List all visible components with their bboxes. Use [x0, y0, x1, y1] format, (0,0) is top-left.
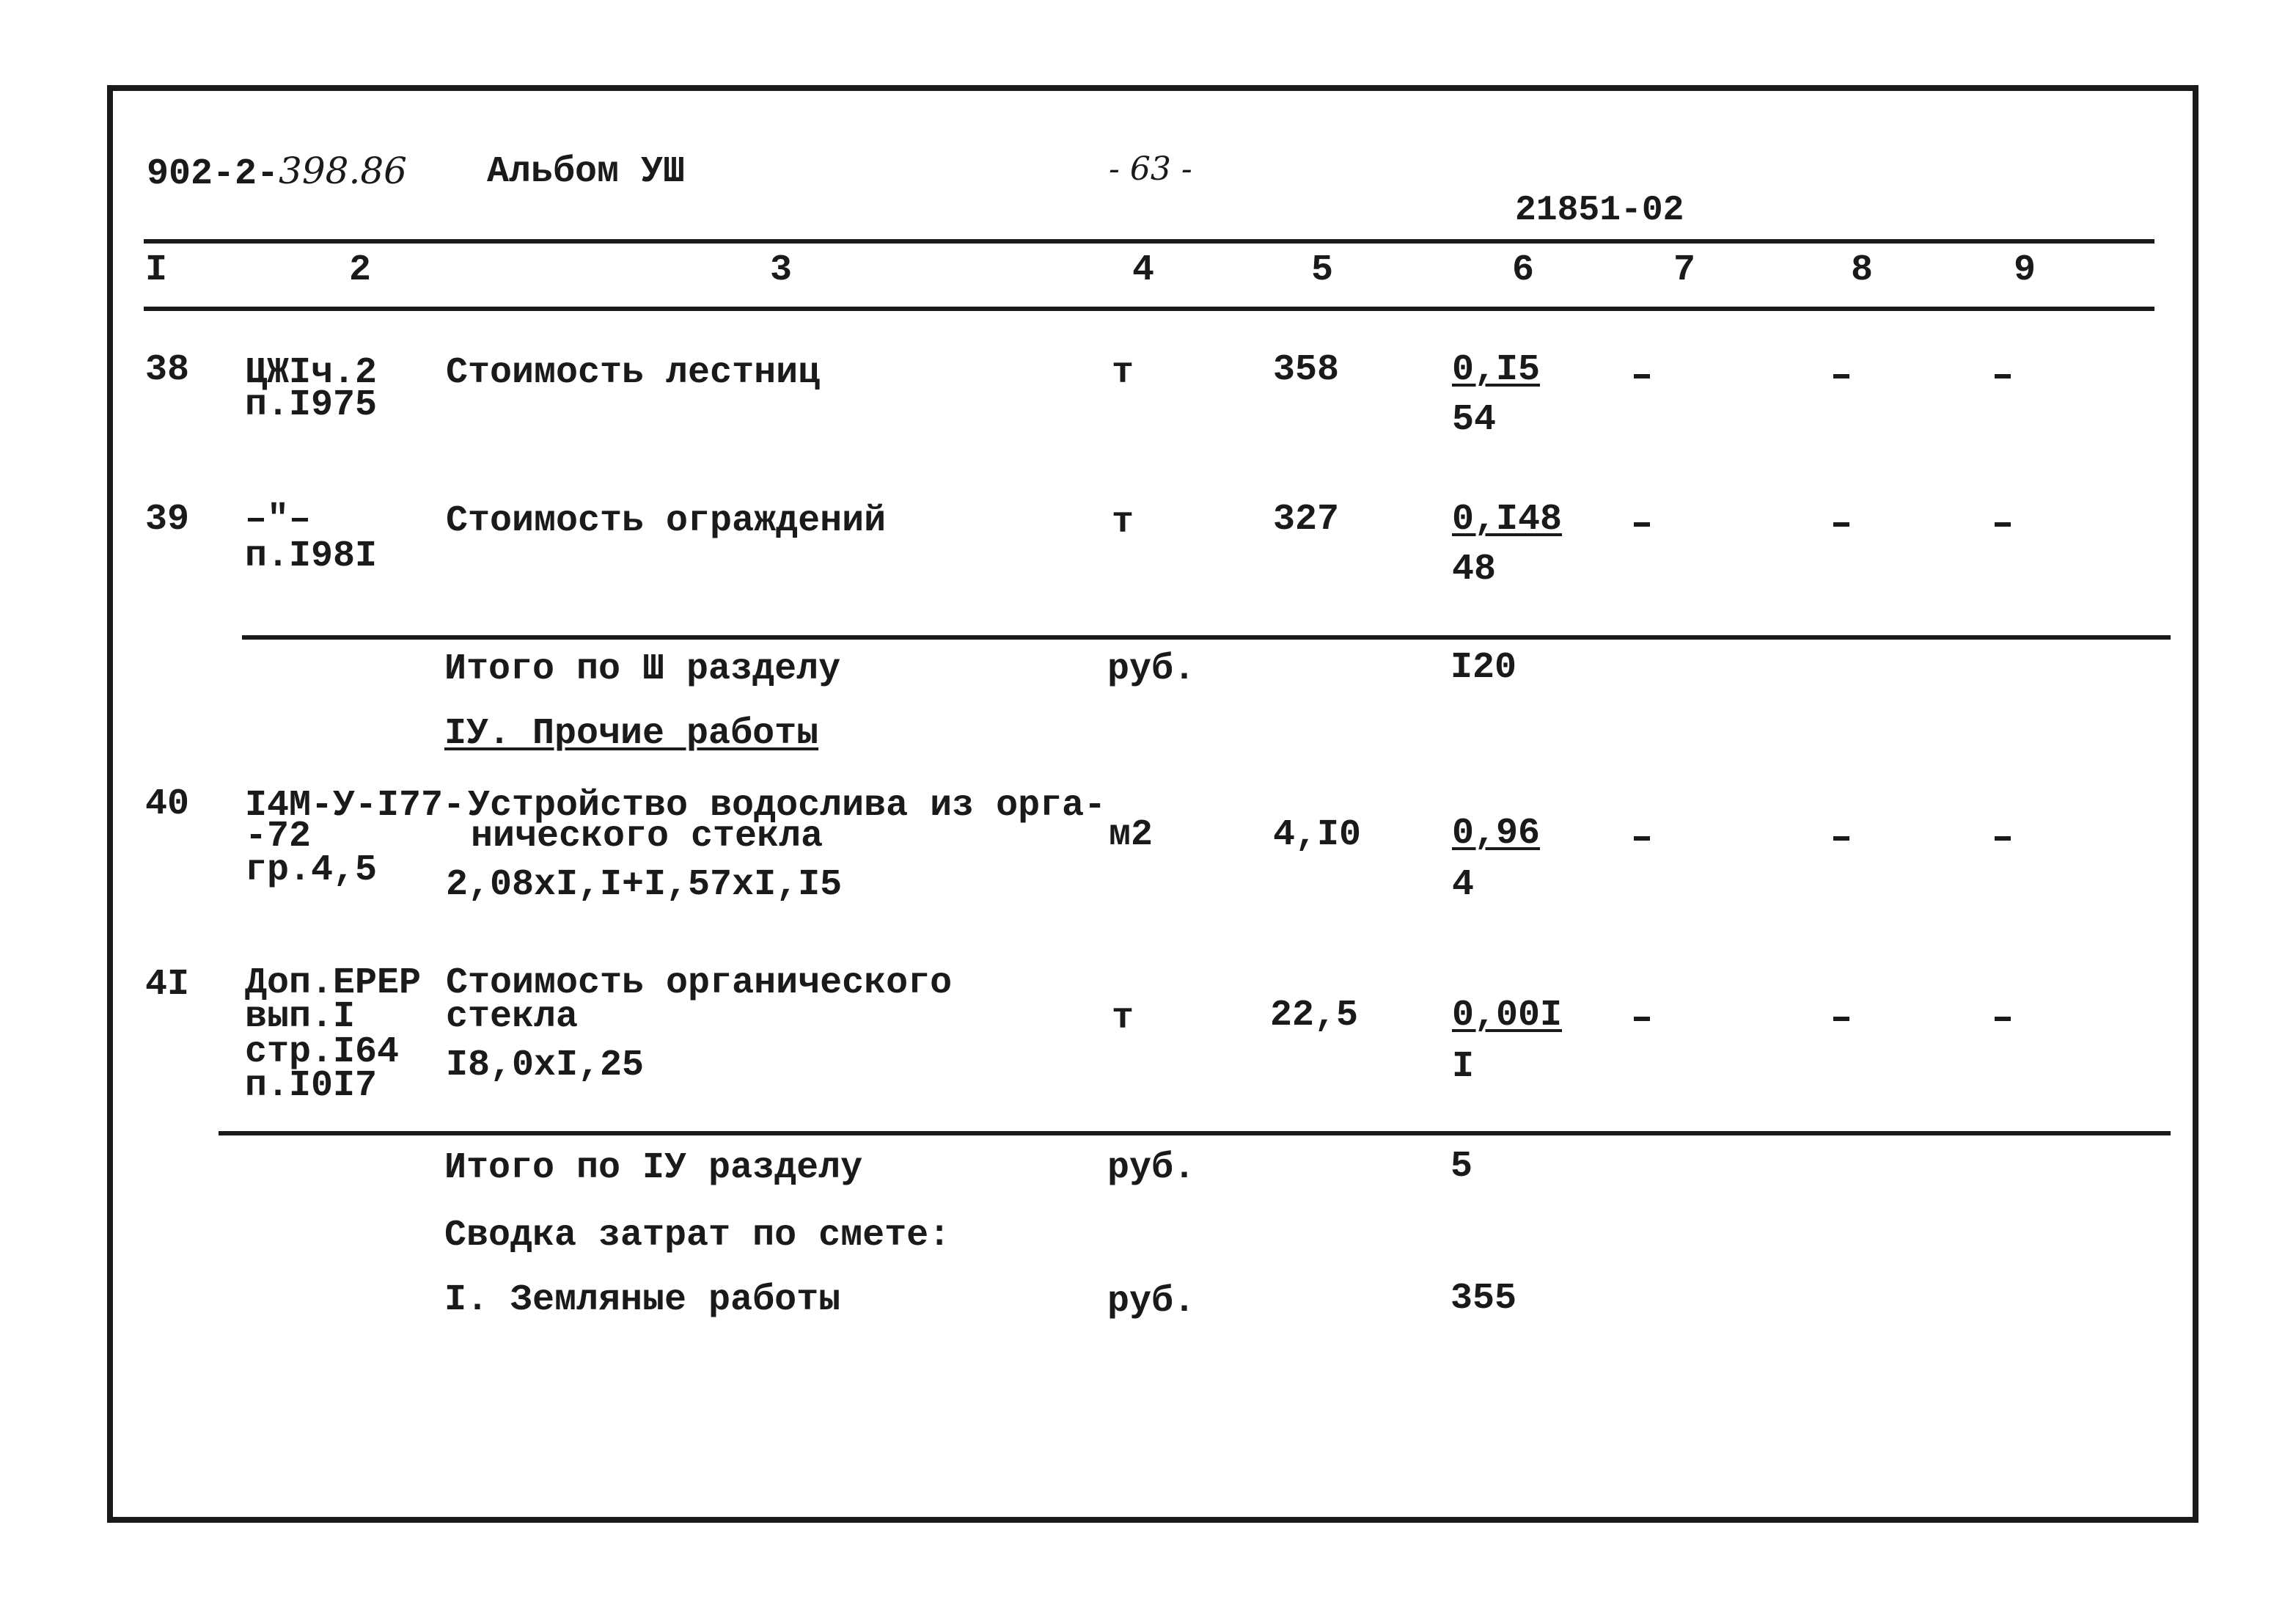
description-line: Стоимость лестниц: [446, 352, 821, 394]
reference-line: –"–: [245, 499, 312, 541]
column-header-1: I: [145, 249, 168, 291]
row-number: 39: [145, 499, 190, 541]
unit-price: 0,I5: [1452, 349, 1541, 391]
unit: т: [1112, 502, 1134, 544]
column-7-dash: [1634, 836, 1650, 841]
reference-line: п.I0I7: [245, 1065, 378, 1107]
header-bottom-rule: [144, 307, 2154, 311]
section-3-total-unit: руб.: [1107, 648, 1196, 690]
total-cost: I: [1452, 1046, 1475, 1088]
row-number: 4I: [145, 964, 190, 1006]
column-header-6: 6: [1512, 249, 1535, 291]
album-label: Альбом УШ: [487, 151, 686, 193]
section-4-total-rule: [219, 1131, 2171, 1135]
column-8-dash: [1833, 522, 1849, 527]
quantity: 327: [1273, 499, 1340, 541]
summary-heading: Сводка затрат по смете:: [444, 1215, 951, 1257]
unit: м2: [1109, 814, 1153, 856]
column-header-2: 2: [349, 249, 372, 291]
unit-price: 0,00I: [1452, 995, 1563, 1036]
row-number: 38: [145, 349, 190, 391]
description-line: нического стекла: [471, 816, 824, 857]
section-4-total-unit: руб.: [1107, 1147, 1196, 1189]
summary-item-unit: руб.: [1107, 1281, 1196, 1323]
unit-price: 0,96: [1452, 813, 1541, 855]
column-7-dash: [1634, 374, 1650, 378]
row-number: 40: [145, 783, 190, 825]
section-3-total-value: I20: [1450, 647, 1517, 689]
column-9-dash: [1995, 522, 2011, 527]
total-cost: 4: [1452, 864, 1475, 906]
unit: т: [1112, 352, 1134, 394]
document-number-prefix: 902-2-: [147, 153, 279, 195]
quantity: 22,5: [1270, 995, 1359, 1036]
unit-price: 0,I48: [1452, 499, 1563, 541]
column-8-dash: [1833, 374, 1849, 378]
section-4-total-label: Итого по IУ разделу: [444, 1147, 863, 1189]
column-header-5: 5: [1311, 249, 1334, 291]
column-9-dash: [1995, 1017, 2011, 1021]
reference-line: I4М-У-I77-: [245, 785, 466, 827]
description-line: Стоимость ограждений: [446, 500, 887, 542]
summary-item-label: I. Земляные работы: [444, 1279, 841, 1321]
quantity: 358: [1273, 349, 1340, 391]
column-header-4: 4: [1132, 249, 1155, 291]
section-4-heading: IУ. Прочие работы: [444, 713, 819, 755]
header-top-rule: [144, 239, 2154, 244]
stamp-number: 21851-02: [1515, 191, 1684, 230]
description-line: стекла: [446, 996, 579, 1038]
document-number-handwritten: 398.86: [279, 150, 407, 192]
reference-line: п.I98I: [245, 535, 378, 577]
reference-line: вып.I: [245, 996, 356, 1038]
column-7-dash: [1634, 522, 1650, 527]
description-line: Устройство водослива из орга-: [468, 785, 1107, 827]
summary-item-value: 355: [1450, 1278, 1517, 1320]
reference-line: -72: [245, 816, 312, 857]
description-formula: I8,0хI,25: [446, 1045, 645, 1086]
total-cost: 54: [1452, 399, 1497, 441]
column-7-dash: [1634, 1017, 1650, 1021]
quantity: 4,I0: [1273, 814, 1362, 856]
column-8-dash: [1833, 1017, 1849, 1021]
page-number: - 63 -: [1109, 150, 1192, 188]
column-header-8: 8: [1851, 249, 1874, 291]
reference-line: Доп.ЕРЕР: [245, 962, 422, 1004]
column-header-7: 7: [1673, 249, 1696, 291]
section-3-total-label: Итого по Ш разделу: [444, 648, 841, 690]
reference-line: ЦЖIч.2: [245, 352, 378, 394]
reference-line: гр.4,5: [245, 849, 378, 891]
section-4-total-value: 5: [1450, 1146, 1473, 1188]
description-line: Стоимость органического: [446, 962, 953, 1004]
column-8-dash: [1833, 836, 1849, 841]
reference-line: п.I975: [245, 384, 378, 426]
unit: т: [1112, 998, 1134, 1039]
total-cost: 48: [1452, 549, 1497, 590]
document-number: [147, 150, 407, 195]
column-header-9: 9: [2014, 249, 2036, 291]
column-9-dash: [1995, 374, 2011, 378]
column-header-3: 3: [770, 249, 793, 291]
reference-line: стр.I64: [245, 1031, 400, 1073]
description-formula: 2,08хI,I+I,57хI,I5: [446, 864, 843, 906]
column-9-dash: [1995, 836, 2011, 841]
section-3-total-rule: [242, 635, 2171, 640]
